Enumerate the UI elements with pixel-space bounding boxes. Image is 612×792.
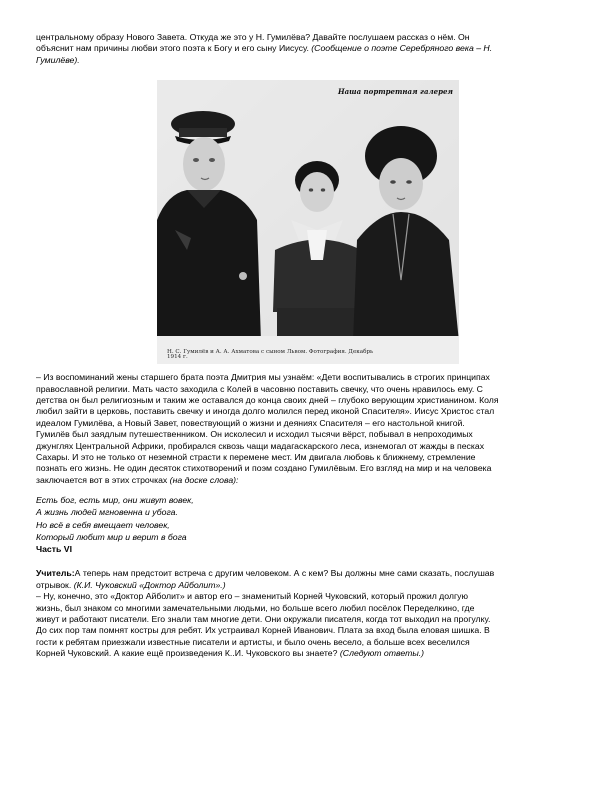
text-line: познать его жизнь. Не один десяток стихотворений и поэм создано Гумилёвым. Его взгляд на мир и на человека [36, 463, 492, 474]
italic-note: Гумилёве). [36, 54, 80, 65]
photo-caption: Н. С. Гумилёв и А. А. Ахматова с сыном Львом. Фотография. Декабрь [167, 349, 374, 356]
part-heading: Часть VI [36, 544, 72, 555]
text-line: православной религии. Мать часто заходила с Колей в часовню поставить свечку, что очень нравилось ему. С [36, 383, 483, 394]
text-line: детства он был религиозным и таким же оставался до конца своих дней – глубоко верующим христианином. Коля [36, 395, 499, 406]
document-page [36, 32, 582, 660]
text-line [36, 568, 582, 579]
text-line: Гумилёв был заядлым путешественником. Он исколесил и исходил тысячи вёрст, побывал в непроходимых [36, 429, 473, 440]
text-line: джунглях Центральной Африки, пробирался сквозь чащи мадагаскарского леса, изнемогал от жажды в песках [36, 440, 485, 451]
portrait-photo [157, 80, 459, 364]
text-line [36, 648, 582, 659]
text-line: Сахары. И это не только от неземной страсти к перемене мест. Им двигала любовь к ближнему, стремление [36, 452, 476, 463]
text-line: До сих пор там помнят костры для ребят. Их устраивал Корней Иванович. Плата за вход была еловая шишка. В [36, 625, 490, 636]
gallery-header: Наша портретная галерея [338, 87, 453, 97]
text-span: отрывок. [36, 579, 72, 590]
text-line: – Ну, конечно, это «Доктор Айболит» и автор его – знаменитый Корней Чуковский, который прожил долгую [36, 591, 468, 602]
italic-note: (на доске слова): [169, 474, 239, 485]
intro-paragraph [36, 32, 582, 66]
poem-line: Но всё в себя вмещает человек, [36, 519, 170, 530]
text-line [36, 580, 582, 591]
italic-note: (Сообщение о поэте Серебряного века – Н. [311, 43, 493, 54]
photo-image [157, 80, 459, 364]
italic-note: (К.И. Чуковский «Доктор Айболит».) [73, 579, 226, 590]
text-span: заключается вот в этих строчках [36, 474, 168, 485]
text-line: – Из воспоминаний жены старшего брата поэта Дмитрия мы узнаём: «Дети воспитывались в строгих принципах [36, 372, 490, 383]
text-line [36, 475, 582, 486]
poem-block [36, 494, 582, 555]
text-span: объяснит нам причины любви этого поэта к Богу и его сыну Иисусу. [36, 43, 309, 54]
text-span: А теперь нам предстоит встреча с другим человеком. А с кем? Вы должны мне сами сказать, послушав [74, 568, 495, 579]
text-span: Корней Чуковский. А какие ещё произведения К..И. Чуковского вы знаете? [36, 648, 338, 659]
teacher-paragraph [36, 568, 582, 659]
text-line: жизнь, был знаком со многими замечательными людьми, но больше всего любил посёлок Переделкино, где [36, 602, 475, 613]
text-line: живут и работают писатели. Его знали там многие дети. Они окружали писателя, когда тот выходил на прогулку. [36, 613, 491, 624]
poem-line: Есть бог, есть мир, они живут вовек, [36, 495, 194, 506]
text-line: центральному образу Нового Завета. Откуда же это у Н. Гумилёва? Давайте послушаем рассказ о нём. Он [36, 32, 470, 42]
text-line: гости к ребятам приезжали известные писатели и артисты, и было очень весело, а больше всех веселился [36, 636, 470, 647]
speaker-label: Учитель: [36, 568, 75, 579]
memoir-paragraph [36, 372, 582, 486]
photo-year: 1914 г. [167, 353, 188, 360]
poem-line: А жизнь людей мгновенна и убога. [36, 507, 178, 518]
text-line: любил зайти в церковь, поставить свечку и иногда долго молился перед иконой Спасителя». Иисус Христос стал [36, 406, 495, 417]
text-line [36, 43, 582, 54]
italic-note: (Следуют ответы.) [339, 648, 425, 659]
text-line: идеалом Гумилёва, а Новый Завет, повествующий о жизни и деяниях Спасителя – его настольной книгой. [36, 417, 465, 428]
poem-line: Который любит мир и верит в бога [36, 531, 187, 542]
